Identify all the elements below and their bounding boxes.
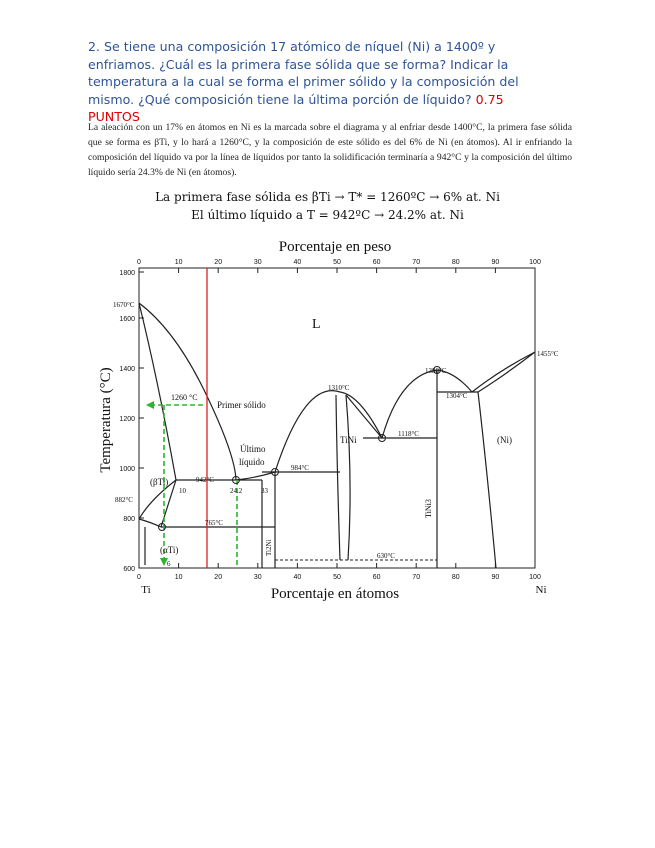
label-984: 984°C xyxy=(291,464,309,472)
liquidus-left xyxy=(139,303,236,480)
bottom-tick-label: 90 xyxy=(491,574,500,581)
bottom-tick-label: 50 xyxy=(333,574,341,581)
top-tick-label: 50 xyxy=(333,259,341,266)
top-tick-label: 90 xyxy=(491,259,500,266)
element-ti: Ti xyxy=(141,584,151,596)
label-alpha-ti: (αTi) xyxy=(160,545,179,555)
element-ni: Ni xyxy=(535,584,547,596)
top-tick-label: 100 xyxy=(529,259,541,266)
equation-last-liquid: El último líquido a T = 942ºC → 24.2% at. Ni xyxy=(191,208,464,222)
label-765: 765°C xyxy=(205,519,223,527)
label-ni-phase: (Ni) xyxy=(497,435,512,445)
label-liquido: líquido xyxy=(239,457,265,467)
bottom-tick-label: 20 xyxy=(214,574,223,581)
top-tick-label: 30 xyxy=(253,259,262,266)
y-axis-title: Temperatura (°C) xyxy=(98,367,114,473)
marker-circles xyxy=(159,367,441,531)
top-tick-label: 40 xyxy=(293,259,302,266)
label-1260: 1260 °C xyxy=(171,393,198,402)
top-tick-label: 70 xyxy=(412,259,421,266)
answer-paragraph: La aleación con un 17% en átomos en Ni es la marcada sobre el diagrama y al enfriar desde 1400°C, la primera fase sólida que se forma es βTi, y lo hará a 1260°C, y la composición de este sólido es del 6% de Ni (en átomos). Al ir enfriando la composición del líquido va por la línea de líquidos por tanto la solidificación terminaría a 942°C y la composición del último líquido sería 24.3% de Ni (en átomos). xyxy=(88,122,572,178)
label-1118: 1118°C xyxy=(398,430,419,438)
tini-solidus xyxy=(346,395,382,438)
label-1670: 1670°C xyxy=(113,301,135,309)
bottom-tick-label: 80 xyxy=(451,574,460,581)
liquidus-mid xyxy=(236,472,275,480)
tini-left-boundary xyxy=(336,395,340,560)
bottom-tick-label: 70 xyxy=(412,574,421,581)
phase-lines xyxy=(139,303,535,568)
solidus-ni xyxy=(478,352,535,392)
bottom-tick-label: 0 xyxy=(137,574,141,581)
top-tick-label: 20 xyxy=(214,259,223,266)
bottom-tick-label: 10 xyxy=(174,574,183,581)
top-ticks xyxy=(137,259,541,273)
label-1455: 1455°C xyxy=(537,350,559,358)
y-tick-label: 1200 xyxy=(119,416,135,423)
bottom-tick-label: 100 xyxy=(529,574,541,581)
top-tick-label: 10 xyxy=(174,259,183,266)
label-630: 630°C xyxy=(377,552,395,560)
top-axis-title: Porcentaje en peso xyxy=(278,239,392,255)
liquidus-tini3-left xyxy=(382,370,437,438)
bottom-tick-label: 60 xyxy=(372,574,381,581)
label-c242: 24.2 xyxy=(230,487,243,495)
label-1380: 1380°C xyxy=(425,367,447,375)
label-c6: 6 xyxy=(167,560,171,568)
y-tick-label: 1600 xyxy=(119,316,135,323)
points-label: 0.75 PUNTOS xyxy=(88,91,504,124)
bottom-ticks xyxy=(137,563,541,581)
label-1310: 1310°C xyxy=(328,384,350,392)
equation-first-solid: La primera fase sólida es βTi → T* = 1260ºC → 6% at. Ni xyxy=(155,190,500,204)
liquidus-tini-left xyxy=(275,391,340,472)
label-1304: 1304°C xyxy=(446,392,468,400)
label-c10: 10 xyxy=(179,487,186,495)
plot-frame xyxy=(139,268,535,568)
liquidus-ni xyxy=(472,352,535,392)
label-942: 942°C xyxy=(196,476,214,484)
bottom-tick-label: 30 xyxy=(253,574,262,581)
y-ticks xyxy=(119,270,144,573)
label-l: L xyxy=(312,317,321,332)
y-tick-label: 1400 xyxy=(119,366,135,373)
solidus-beta xyxy=(139,303,176,480)
label-ti2ni: Ti2Ni xyxy=(265,539,273,556)
label-882: 882°C xyxy=(115,496,133,504)
y-tick-label: 800 xyxy=(123,516,135,523)
green-arrow-left xyxy=(146,401,154,409)
label-ultimo: Último xyxy=(240,444,266,454)
question-body: 2. Se tiene una composición 17 atómico de níquel (Ni) a 1400º y enfriamos. ¿Cuál es la primera fase sólida que se forma? Indicar la temperatura a la cual se forma el primer sólido y la composición del mismo. ¿Qué composición tiene la última porción de líquido? xyxy=(88,39,519,107)
top-tick-label: 80 xyxy=(451,259,460,266)
bottom-tick-label: 40 xyxy=(293,574,302,581)
top-tick-label: 60 xyxy=(372,259,381,266)
bottom-axis-title: Porcentaje en átomos xyxy=(270,586,400,602)
ni-solvus xyxy=(478,392,496,568)
label-beta-ti: (βTi) xyxy=(150,477,169,487)
label-tini3: TiNi3 xyxy=(424,499,433,518)
label-c33: 33 xyxy=(261,487,268,495)
y-tick-label: 600 xyxy=(123,566,135,573)
label-tini: TiNi xyxy=(340,435,357,445)
y-tick-label: 1800 xyxy=(119,270,135,277)
top-tick-label: 0 xyxy=(137,259,141,266)
y-tick-label: 1000 xyxy=(119,466,135,473)
alpha-line xyxy=(139,519,161,527)
label-primer-solido: Primer sólido xyxy=(217,400,266,410)
tini-right-boundary xyxy=(346,395,350,560)
